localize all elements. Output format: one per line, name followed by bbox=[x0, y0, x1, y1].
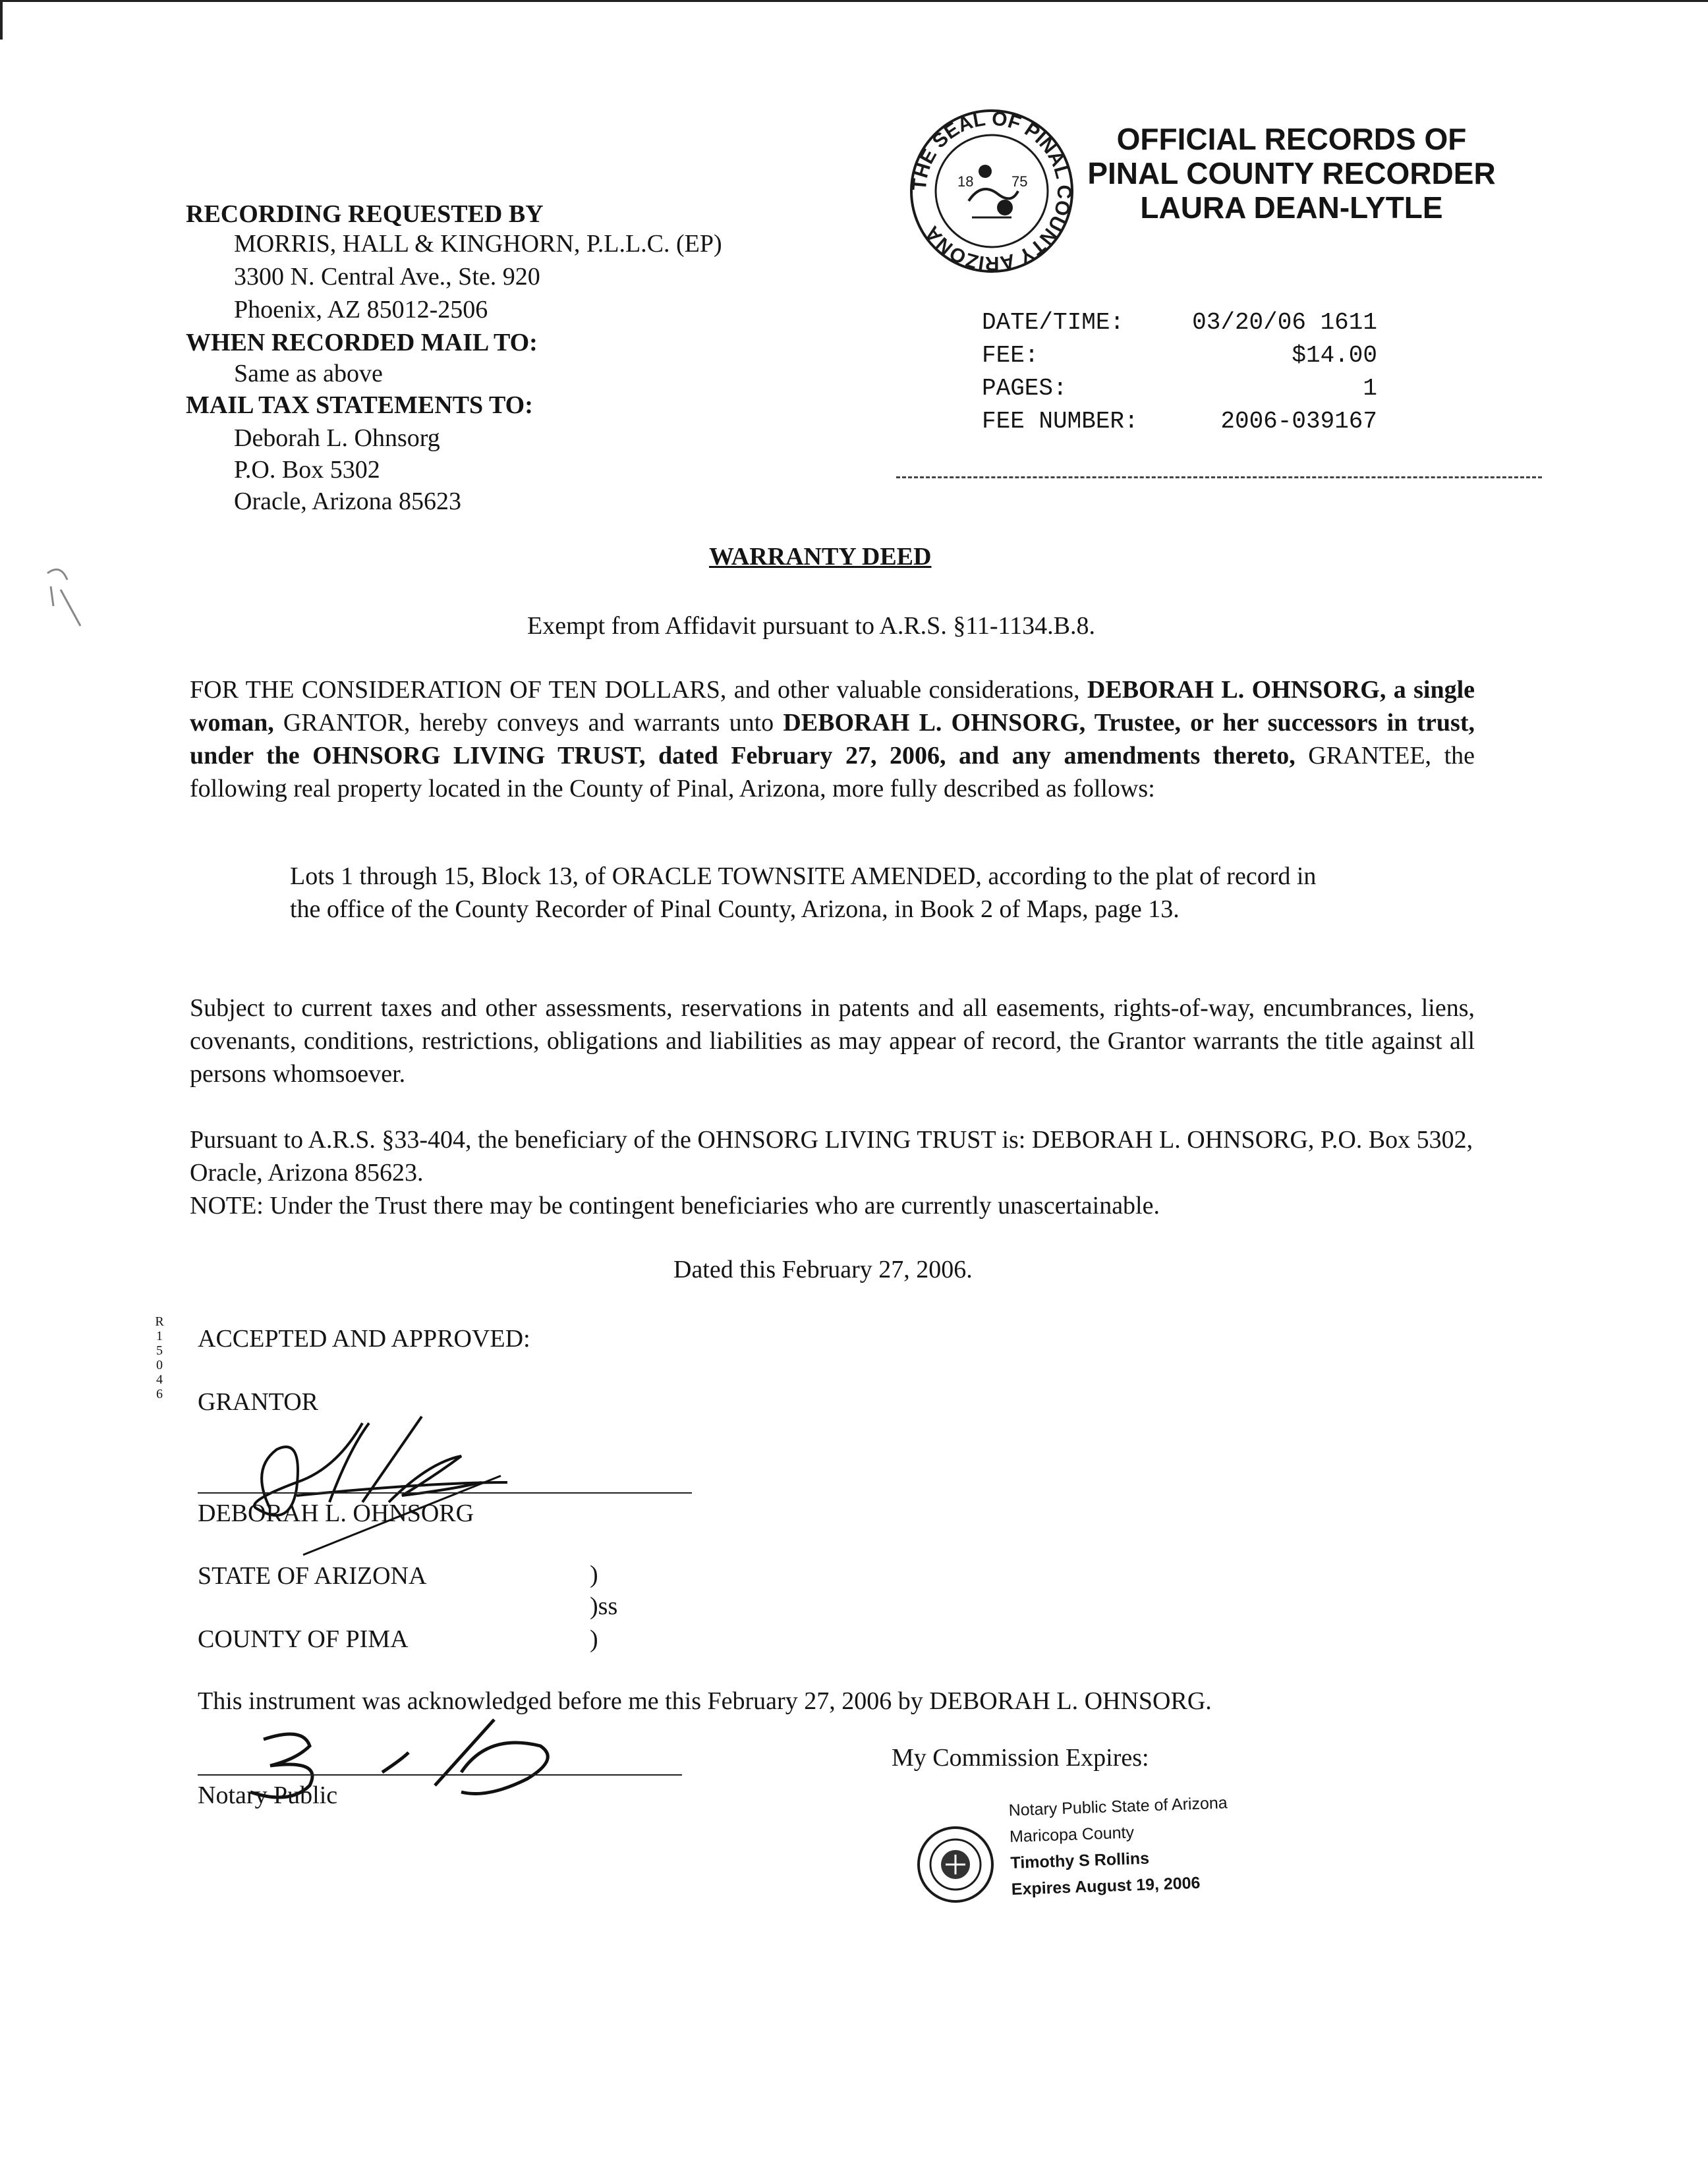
subject-to-paragraph: Subject to current taxes and other assessments, reservations in patents and all easements, rights-of-way, encumbrances, liens, covenants, conditions, restrictions, obligations and liabilities as may appear of record, the Grantor warrants the title against all persons whomsoever. bbox=[190, 994, 1475, 1088]
recorder-divider bbox=[896, 476, 1542, 478]
consideration-paragraph bbox=[190, 673, 1475, 805]
deed-title: WARRANTY DEED bbox=[709, 543, 932, 571]
grantor-label: GRANTOR bbox=[198, 1388, 318, 1416]
requested-by-line-3: Phoenix, AZ 85012-2506 bbox=[234, 296, 488, 323]
seal-ring-text: THE SEAL OF PINAL COUNTY ARIZONA bbox=[908, 109, 1075, 273]
grantor-printed-name: DEBORAH L. OHNSORG bbox=[198, 1500, 474, 1527]
notary-stamp-line-3: Timothy S Rollins bbox=[1010, 1849, 1150, 1872]
consideration-text-3: GRANTEE, the following real property located in the County of Pinal, Arizona, more fully described as follows: bbox=[190, 742, 1475, 802]
tax-line-3: Oracle, Arizona 85623 bbox=[234, 488, 462, 515]
margin-code-char: R bbox=[155, 1314, 164, 1329]
pages-value: 1 bbox=[1363, 375, 1377, 402]
mail-to-heading: WHEN RECORDED MAIL TO: bbox=[186, 329, 538, 356]
accepted-approved: ACCEPTED AND APPROVED: bbox=[198, 1325, 530, 1353]
grantee-name-bold: DEBORAH L. OHNSORG, Trustee, or her successors in trust, under the OHNSORG LIVING TRUST, dated February 27, 2006, and any amendments thereto, bbox=[190, 709, 1475, 770]
note-line: NOTE: Under the Trust there may be contingent beneficiaries who are currently unascertainable. bbox=[190, 1192, 1160, 1220]
notary-stamp-line-2: Maricopa County bbox=[1009, 1823, 1135, 1846]
ss-bracket-top: ) bbox=[590, 1561, 598, 1588]
notary-stamp-line-1: Notary Public State of Arizona bbox=[1008, 1793, 1228, 1820]
scan-edge-left bbox=[0, 0, 3, 40]
scan-edge bbox=[0, 0, 1708, 2]
date-time-label: DATE/TIME: bbox=[982, 309, 1125, 336]
notary-signature-line bbox=[198, 1774, 682, 1776]
county-line: COUNTY OF PIMA bbox=[198, 1625, 409, 1653]
exempt-line: Exempt from Affidavit pursuant to A.R.S. §11-1134.B.8. bbox=[527, 612, 1095, 640]
commission-expires-label: My Commission Expires: bbox=[892, 1744, 1149, 1772]
beneficiary-paragraph: Pursuant to A.R.S. §33-404, the beneficiary of the OHNSORG LIVING TRUST is: DEBORAH L. OHNSORG, P.O. Box 5302, Oracle, Arizona 85623. bbox=[190, 1126, 1473, 1187]
notary-stamp-text bbox=[1008, 1789, 1231, 1902]
date-time-value: 03/20/06 1611 bbox=[1192, 309, 1377, 336]
consideration-text-2: GRANTOR, hereby conveys and warrants unto bbox=[273, 709, 783, 737]
ss-mark: )ss bbox=[590, 1592, 618, 1620]
notary-stamp-line-4: Expires August 19, 2006 bbox=[1011, 1873, 1201, 1899]
fee-value: $14.00 bbox=[1292, 342, 1377, 369]
margin-code-char: 4 bbox=[156, 1372, 163, 1387]
tax-line-2: P.O. Box 5302 bbox=[234, 456, 380, 484]
fee-number-value: 2006-039167 bbox=[1220, 408, 1377, 435]
fee-label: FEE: bbox=[982, 342, 1039, 369]
legal-description: Lots 1 through 15, Block 13, of ORACLE TOWNSITE AMENDED, according to the plat of record in the office of the County Recorder of Pinal County, Arizona, in Book 2 of Maps, page 13. bbox=[290, 862, 1317, 923]
requested-by-line-2: 3300 N. Central Ave., Ste. 920 bbox=[234, 263, 540, 291]
margin-code bbox=[153, 1314, 166, 1401]
margin-code-char: 6 bbox=[156, 1387, 163, 1401]
dated-line: Dated this February 27, 2006. bbox=[673, 1256, 973, 1283]
grantor-name-bold: DEBORAH L. OHNSORG, a single woman, bbox=[190, 676, 1475, 737]
recorder-title-line-1: OFFICIAL RECORDS OF bbox=[1116, 122, 1467, 156]
pages-label: PAGES: bbox=[982, 375, 1068, 402]
mail-to-line-1: Same as above bbox=[234, 360, 383, 387]
margin-code-char: 1 bbox=[156, 1329, 163, 1343]
fee-number-label: FEE NUMBER: bbox=[982, 408, 1139, 435]
recorder-title bbox=[1074, 122, 1509, 225]
consideration-text-1: FOR THE CONSIDERATION OF TEN DOLLARS, and other valuable considerations, bbox=[190, 676, 1087, 704]
requested-by-line-1: MORRIS, HALL & KINGHORN, P.L.L.C. (EP) bbox=[234, 230, 722, 258]
notary-seal bbox=[916, 1825, 995, 1907]
grantor-signature bbox=[191, 1410, 692, 1565]
margin-code-char: 0 bbox=[156, 1358, 163, 1372]
margin-code-char: 5 bbox=[156, 1343, 163, 1358]
margin-mark bbox=[41, 560, 87, 636]
recorder-title-line-3: LAURA DEAN-LYTLE bbox=[1140, 190, 1443, 225]
requested-by-heading: RECORDING REQUESTED BY bbox=[186, 200, 544, 228]
state-line: STATE OF ARIZONA bbox=[198, 1562, 427, 1590]
grantor-signature-line bbox=[198, 1492, 692, 1494]
tax-heading: MAIL TAX STATEMENTS TO: bbox=[186, 391, 533, 419]
acknowledgment-text: This instrument was acknowledged before me this February 27, 2006 by DEBORAH L. OHNSORG. bbox=[198, 1687, 1212, 1715]
seal-year-right: 75 bbox=[1011, 173, 1028, 190]
tax-line-1: Deborah L. Ohnsorg bbox=[234, 424, 440, 452]
recorder-title-line-2: PINAL COUNTY RECORDER bbox=[1087, 156, 1496, 190]
seal-year-left: 18 bbox=[957, 173, 974, 190]
county-seal bbox=[906, 109, 1077, 273]
ss-bracket-bottom: ) bbox=[590, 1625, 598, 1653]
notary-public-label: Notary Public bbox=[198, 1782, 338, 1809]
